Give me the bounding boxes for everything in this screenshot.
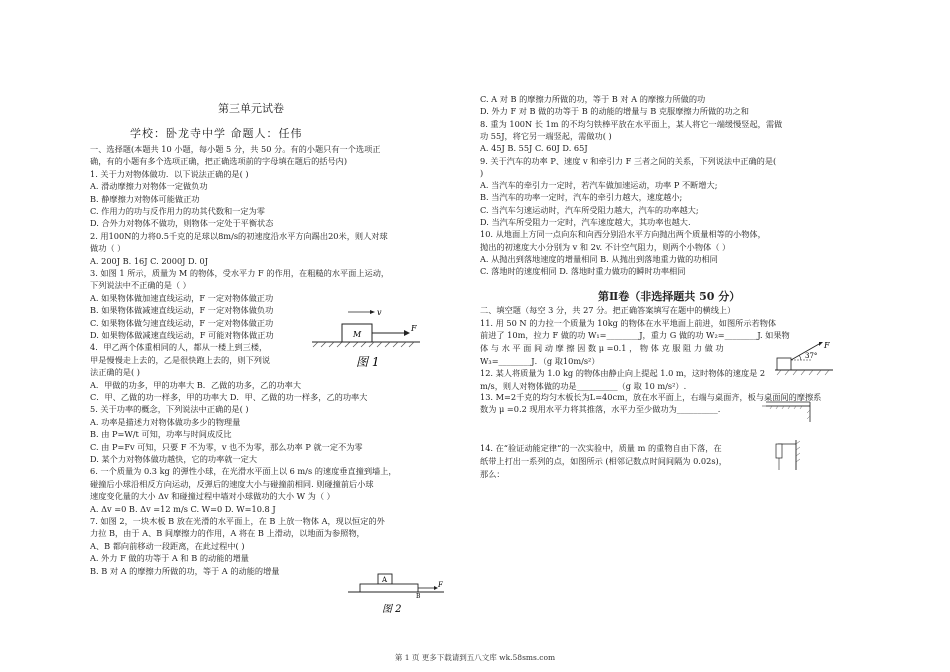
text-line: 13. M=2千克的均匀木板长为L=40cm，放在水平面上，右端与桌面齐，板与桌面间的摩擦系 xyxy=(480,392,822,402)
text-line: A. 外力 F 做的功等于 A 和 B 的动能的增量 xyxy=(90,553,249,564)
text-line: 下列说法中不正确的是（ ） xyxy=(90,280,191,291)
text-line: ) xyxy=(480,167,484,178)
text-line: B. 由 P=W/t 可知，功率与时间成反比 xyxy=(90,429,232,440)
fig-q11-force-label: F xyxy=(824,341,830,350)
text-line: 那么： xyxy=(480,469,505,479)
text-line: C. 如果物体做匀速直线运动，F 一定对物体做正功 xyxy=(90,317,274,328)
page-footer: 第 1 页 更多下载请到五八文库 wk.58sms.com xyxy=(394,653,556,662)
fig2-b-label: B xyxy=(416,593,421,600)
text-line: B. 静摩擦力对物体可能做正功 xyxy=(90,193,200,204)
section-2-title: 第Ⅱ卷（非选择题共 50 分） xyxy=(598,290,741,303)
text-line: 一、选择题(本题共 10 小题，每小题 5 分，共 50 分。有的小题只有一个选项正 xyxy=(90,144,381,154)
text-line: C. 作用力的功与反作用力的功其代数和一定为零 xyxy=(90,206,265,216)
fig2-a-label: A xyxy=(382,576,388,584)
page-title: 第三单元试卷 xyxy=(218,102,284,115)
fig2-force-label: F xyxy=(438,581,443,589)
fig1-force-label: F xyxy=(411,324,417,333)
text-line: 7. 如图 2，一块木板 B 放在光滑的水平面上，在 B 上放一物体 A，现以恒定的外 xyxy=(90,516,385,526)
text-line: 9. 关于汽车的功率 P、速度 v 和牵引力 F 三者之间的关系，下列说法中正确的是( xyxy=(480,155,777,166)
text-line: D. 合外力对物体不做功，则物体一定处于平衡状态 xyxy=(90,218,274,229)
text-line: B. 当汽车的功率一定时，汽车的牵引力越大，速度越小; xyxy=(480,192,683,203)
text-line: 甲是慢慢走上去的，乙是很快跑上去的，则下列说 xyxy=(90,354,271,365)
text-line: B. 如果物体做减速直线运动，F 一定对物体做负功 xyxy=(90,305,274,316)
fig1-velocity-label: v xyxy=(377,308,382,317)
figure-2 xyxy=(348,568,448,618)
fig1-caption: 图 1 xyxy=(356,355,380,369)
text-line: A、B 都向前移动一段距离，在此过程中( ) xyxy=(90,540,245,551)
text-line: C. 落地时的速度相同 D. 落地时重力做功的瞬时功率相同 xyxy=(480,266,686,277)
text-line: 速度变化量的大小 Δv 和碰撞过程中墙对小球做功的大小 W 为（ ） xyxy=(90,491,335,502)
text-line: D. 某个力对物体做功越快，它的功率就一定大 xyxy=(90,454,258,464)
text-line: 数为 μ =0.2 现用水平力将其推落，水平力至少做功为__________. xyxy=(480,404,721,414)
text-line: C．甲、乙做的功一样多，甲的功率大 D．甲、乙做的功一样多，乙的功率大 xyxy=(90,392,368,402)
text-line: 3. 如图 1 所示，质量为 M 的物体，受水平力 F 的作用，在粗糙的水平面上运动， xyxy=(90,268,390,278)
fig1-mass-label: M xyxy=(353,330,362,339)
text-line: 做功（ ） xyxy=(90,243,126,254)
text-line: 纸带上打出一系列的点，如图所示 (相邻记数点时间间隔为 0.02s)， xyxy=(480,456,727,466)
text-line: 碰撞后小球沿相反方向运动，反弹后的速度大小与碰撞前相同. 则碰撞前后小球 xyxy=(90,478,374,489)
fig2-caption: 图 2 xyxy=(382,604,402,615)
text-line: B. B 对 A 的摩擦力所做的功，等于 A 的动能的增量 xyxy=(90,565,280,576)
text-line: 5. 关于功率的概念，下列说法中正确的是( ) xyxy=(90,404,249,415)
text-line: 1. 关于力对物体做功．以下说法正确的是( ) xyxy=(90,168,249,179)
school-line: 学校：卧龙寺中学 命题人：任伟 xyxy=(130,127,303,140)
text-line: 二、填空题（每空 3 分，共 27 分。把正确答案填写在题中的横线上） xyxy=(480,305,736,315)
text-line: A．甲做的功多，甲的功率大 B．乙做的功多，乙的功率大 xyxy=(90,379,302,390)
text-line: 12. 某人将质量为 1.0 kg 的物体由静止向上提起 1.0 m，这时物体的速度是 2 xyxy=(480,368,766,378)
figure-q11 xyxy=(775,342,835,382)
text-line: 8. 重为 100N 长 1m 的不均匀铁棒平放在水平面上，某人将它一端缓慢竖起，需做 xyxy=(480,118,783,129)
text-line: 6. 一个质量为 0.3 kg 的弹性小球，在光滑水平面上以 6 m/s 的速度垂直撞到墙上， xyxy=(90,466,397,477)
figure-1 xyxy=(312,306,422,368)
text-line: A. 当汽车的牵引力一定时，若汽车做加速运动，功率 P 不断增大; xyxy=(480,180,718,191)
text-line: A. 200J B. 16J C. 2000J D. 0J xyxy=(90,255,209,266)
text-line: 11. 用 50 N 的力拉一个质量为 10kg 的物体在水平地面上前进，如图所示若物体 xyxy=(480,318,777,328)
text-line: W₃=________J．（g 取10m/s²） xyxy=(480,356,600,366)
text-line: D. 外力 F 对 B 做的功等于 B 的动能的增量与 B 克服摩擦力所做的功之和 xyxy=(480,106,749,117)
text-line: 功 55J，将它另一端竖起，需做功( ) xyxy=(480,130,612,141)
text-line: A. Δv =0 B. Δv =12 m/s C. W=0 D. W=10.8 J xyxy=(90,503,276,514)
text-line: m/s，则人对物体做的功是__________（g 取 10 m/s²）. xyxy=(480,381,687,391)
text-line: 法正确的是( ) xyxy=(90,367,140,378)
text-line: 力拉 B，由于 A、B 间摩擦力的作用，A 将在 B 上滑动，以地面为参照物， xyxy=(90,528,365,539)
figure-q13 xyxy=(762,398,812,424)
text-line: C. 当汽车匀速运动时，汽车所受阻力越大，汽车的功率越大; xyxy=(480,204,699,215)
text-line: A. 滑动摩擦力对物体一定做负功 xyxy=(90,181,208,192)
text-line: 体 与 水 平 面 间 动 摩 擦 因 数 μ =0.1 ， 物 体 克 服 阻 力 做 功 xyxy=(480,343,724,353)
text-line: A. 从抛出到落地速度的增量相同 B. 从抛出到落地重力做的功相同 xyxy=(480,253,718,264)
text-line: 14. 在“验证动能定律”的一次实验中，质量 m 的重物自由下落，在 xyxy=(480,443,722,453)
text-line: C. A 对 B 的摩擦力所做的功，等于 B 对 A 的摩擦力所做的功 xyxy=(480,94,706,104)
text-line: 10. 从地面上方同一点向东和向西分别沿水平方向抛出两个质量相等的小物体， xyxy=(480,229,766,240)
text-line: D. 如果物体做减速直线运动，F 可能对物体做正功 xyxy=(90,330,274,340)
text-line: 2. 用100N的力将0.5千克的足球以8m/s的初速度沿水平方向踢出20米，则人对球 xyxy=(90,230,388,241)
text-line: 确，有的小题有多个选项正确，把正确选项前的字母填在题后的括号内) xyxy=(90,156,348,167)
text-line: 4．甲乙两个体重相同的人，都从一楼上到三楼， xyxy=(90,342,268,353)
fig-q11-angle: 37° xyxy=(805,352,818,360)
text-line: A. 45J B. 55J C. 60J D. 65J xyxy=(480,143,588,154)
text-line: 前进了 10m，拉力 F 做的功 W₁=________J，重力 G 做的功 W₂=________J. 如果物 xyxy=(480,330,790,340)
figure-q14 xyxy=(770,440,800,472)
text-line: 抛出的初速度大小分别为 v 和 2v. 不计空气阻力，则两个小物体（ ） xyxy=(480,241,731,252)
text-line: A. 功率是描述力对物体做功多少的物理量 xyxy=(90,416,241,427)
text-line: A. 如果物体做加速直线运动，F 一定对物体做正功 xyxy=(90,292,274,303)
text-line: D. 当汽车所受阻力一定时，汽车速度越大，其功率也越大. xyxy=(480,217,691,227)
text-line: C. 由 P=Fv 可知，只要 F 不为零，v 也不为零，那么功率 P 就一定不为零 xyxy=(90,441,363,452)
